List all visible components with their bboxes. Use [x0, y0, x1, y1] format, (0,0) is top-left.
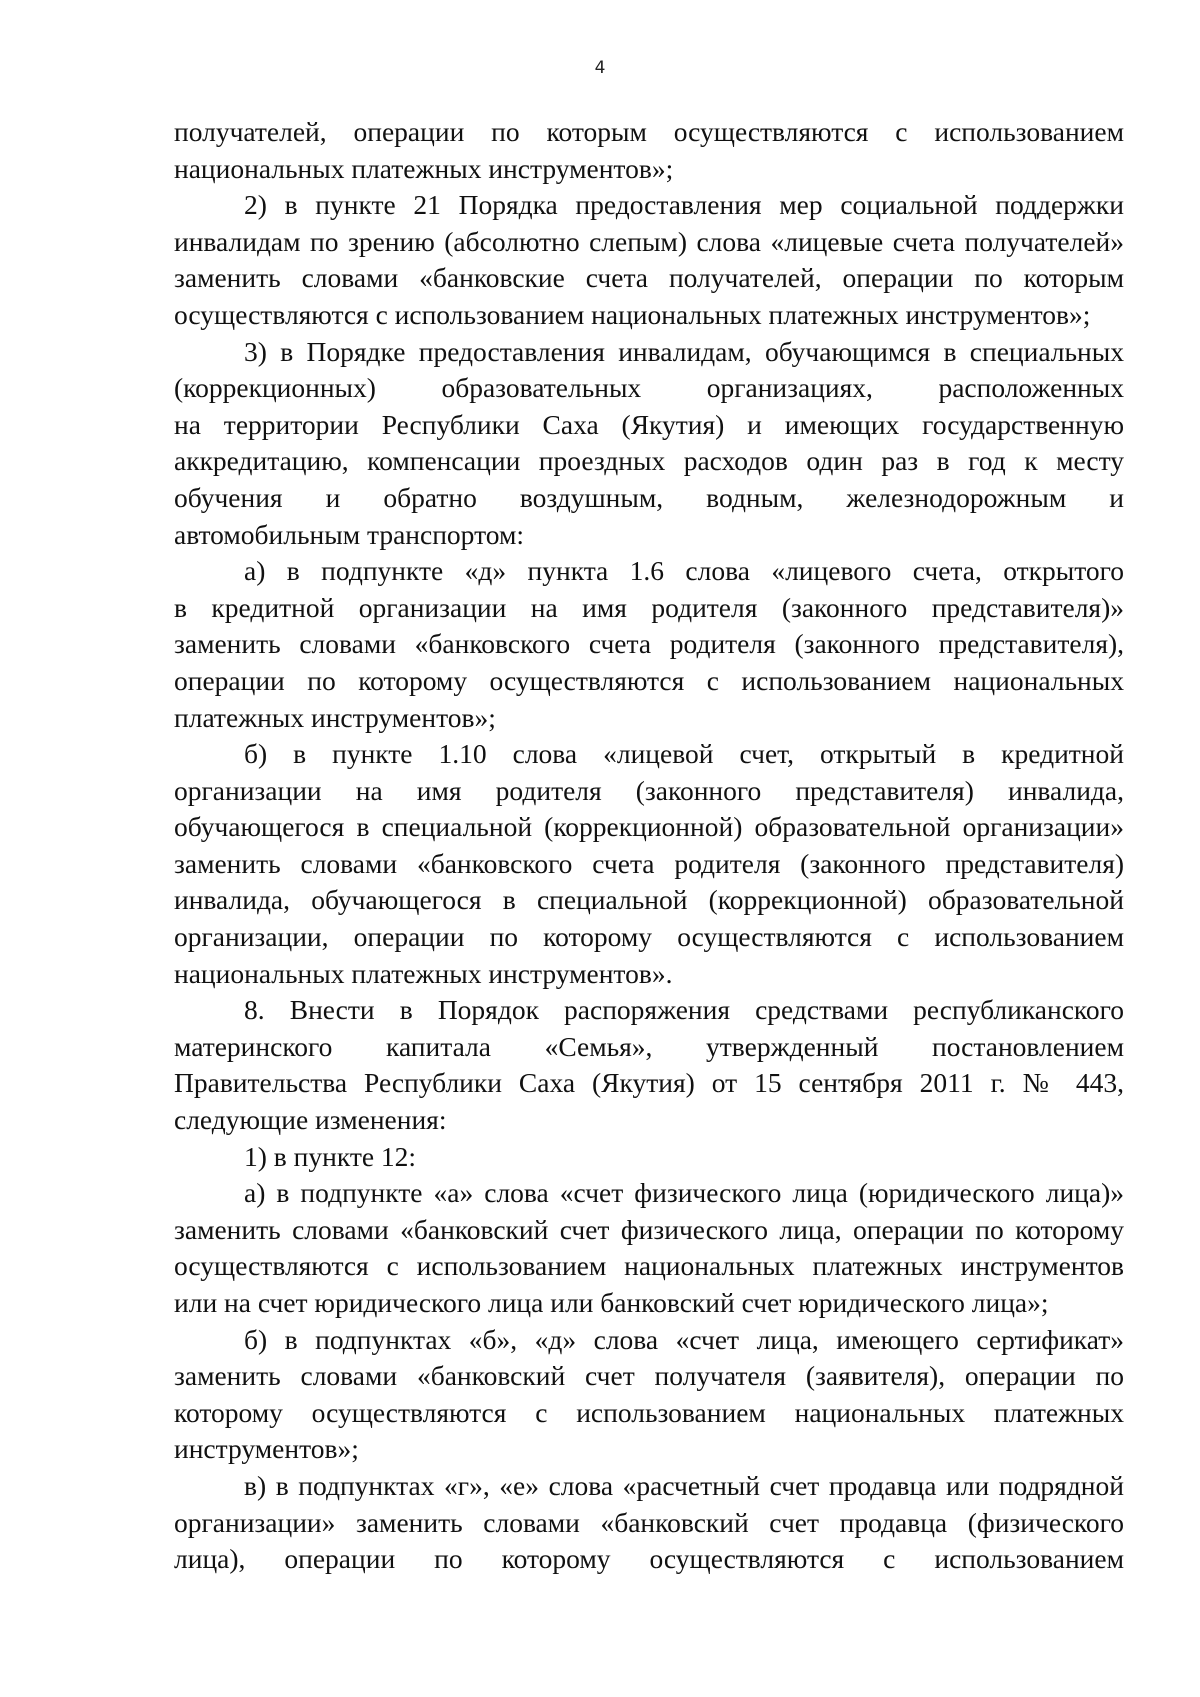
- text-line: 3) в Порядке предоставления инвалидам, обучающимся в специальных: [244, 335, 1124, 367]
- text-line: национальных платежных инструментов»;: [174, 152, 674, 184]
- text-line: 8. Внести в Порядок распоряжения средствами республиканского: [244, 994, 1124, 1026]
- text-line: получателей, операции по которым осуществляются с использованием: [174, 116, 1124, 147]
- text-line: в кредитной организации на имя родителя (законного представителя)»: [174, 591, 1124, 623]
- text-line: организации, операции по которому осуществляются с использованием: [174, 921, 1124, 953]
- text-line: национальных платежных инструментов».: [174, 957, 673, 989]
- text-line: лица), операции по которому осуществляются с использованием: [174, 1543, 1124, 1575]
- text-line: автомобильным транспортом:: [174, 518, 524, 550]
- text-line: заменить словами «банковские счета получателей, операции по которым: [174, 262, 1124, 294]
- text-line: инвалида, обучающегося в специальной (коррекционной) образовательной: [174, 884, 1124, 916]
- text-line: инвалидам по зрению (абсолютно слепым) слова «лицевые счета получателей»: [174, 225, 1124, 257]
- text-line: осуществляются с использованием национальных платежных инструментов»;: [174, 298, 1091, 330]
- text-line: а) в подпункте «д» пункта 1.6 слова «лицевого счета, открытого: [244, 555, 1124, 587]
- text-line: которому осуществляются с использованием национальных платежных: [174, 1396, 1124, 1428]
- text-line: (коррекционных) образовательных организациях, расположенных: [174, 372, 1124, 404]
- text-line: Правительства Республики Саха (Якутия) от 15 сентября 2011 г. № 443,: [174, 1067, 1124, 1099]
- text-line: заменить словами «банковского счета родителя (законного представителя): [174, 847, 1124, 879]
- text-line: б) в пункте 1.10 слова «лицевой счет, открытый в кредитной: [244, 738, 1124, 770]
- text-line: в) в подпунктах «г», «е» слова «расчетный счет продавца или подрядной: [244, 1469, 1124, 1501]
- text-line: следующие изменения:: [174, 1104, 447, 1136]
- text-line: организации на имя родителя (законного представителя) инвалида,: [174, 774, 1124, 806]
- text-line: заменить словами «банковского счета родителя (законного представителя),: [174, 628, 1124, 660]
- text-line: б) в подпунктах «б», «д» слова «счет лица, имеющего сертификат»: [244, 1323, 1124, 1355]
- text-line: осуществляются с использованием национальных платежных инструментов: [174, 1250, 1124, 1282]
- text-line: операции по которому осуществляются с использованием национальных: [174, 664, 1124, 696]
- page-number: 4: [594, 58, 606, 78]
- document-body: [174, 114, 1124, 1578]
- text-line: организации» заменить словами «банковский счет продавца (физического: [174, 1506, 1124, 1538]
- text-line: заменить словами «банковский счет физического лица, операции по которому: [174, 1213, 1124, 1245]
- text-line: 2) в пункте 21 Порядка предоставления мер социальной поддержки: [244, 189, 1124, 221]
- text-line: или на счет юридического лица или банковский счет юридического лица»;: [174, 1287, 1049, 1318]
- text-line: а) в подпункте «а» слова «счет физического лица (юридического лица)»: [244, 1177, 1124, 1209]
- text-line: обучения и обратно воздушным, водным, железнодорожным и: [174, 481, 1124, 513]
- text-line: инструментов»;: [174, 1433, 359, 1465]
- text-line: аккредитацию, компенсации проездных расходов один раз в год к месту: [174, 445, 1124, 477]
- text-line: материнского капитала «Семья», утвержденный постановлением: [174, 1030, 1124, 1062]
- text-line: обучающегося в специальной (коррекционной) образовательной организации»: [174, 811, 1124, 843]
- text-line: на территории Республики Саха (Якутия) и имеющих государственную: [174, 408, 1124, 440]
- text-line: заменить словами «банковский счет получателя (заявителя), операции по: [174, 1360, 1124, 1392]
- text-line: 1) в пункте 12:: [244, 1140, 417, 1172]
- text-line: платежных инструментов»;: [174, 701, 496, 733]
